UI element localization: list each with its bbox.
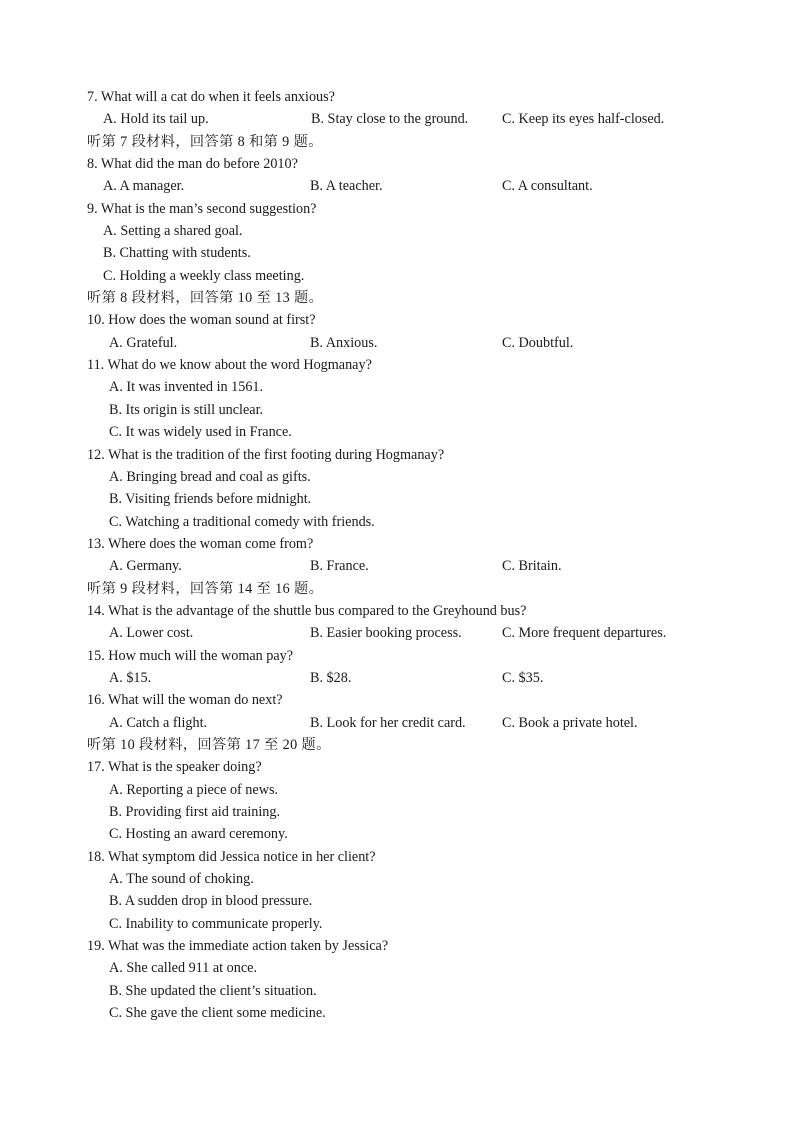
answer-option: A. Setting a shared goal. (103, 223, 243, 240)
answer-option-c: C. Book a private hotel. (502, 714, 638, 731)
answer-option-a: A. Germany. (109, 558, 182, 575)
answer-option-b: B. $28. (310, 669, 352, 686)
answer-options-row (0, 175, 794, 197)
question-text: 12. What is the tradition of the first footing during Hogmanay? (87, 446, 445, 463)
answer-option: C. Hosting an award ceremony. (109, 826, 288, 843)
answer-option-c: C. $35. (502, 669, 544, 686)
answer-option: C. Inability to communicate properly. (109, 915, 323, 932)
answer-option-c: C. A consultant. (502, 178, 593, 195)
answer-option-c: C. More frequent departures. (502, 625, 667, 642)
question-text: 16. What will the woman do next? (87, 692, 283, 709)
section-instruction: 听第 10 段材料，回答第 17 至 20 题。 (87, 736, 331, 753)
answer-option-a: A. Catch a flight. (109, 714, 208, 731)
question-text: 19. What was the immediate action taken by Jessica? (87, 938, 389, 955)
question-text: 15. How much will the woman pay? (87, 647, 294, 664)
answer-option-c: C. Doubtful. (502, 334, 574, 351)
answer-option: A. Reporting a piece of news. (109, 781, 279, 798)
answer-option-b: B. Easier booking process. (310, 625, 462, 642)
answer-option: A. Bringing bread and coal as gifts. (109, 468, 311, 485)
answer-option: B. Visiting friends before midnight. (109, 491, 312, 508)
answer-option-a: A. A manager. (103, 178, 185, 195)
answer-option-b: B. A teacher. (310, 178, 383, 195)
question-text: 8. What did the man do before 2010? (87, 156, 298, 173)
section-instruction: 听第 7 段材料，回答第 8 和第 9 题。 (87, 133, 323, 150)
answer-options-row (0, 555, 794, 577)
answer-option-b: B. Anxious. (310, 334, 378, 351)
question-text: 7. What will a cat do when it feels anxious? (87, 89, 335, 105)
answer-option: B. She updated the client’s situation. (109, 982, 317, 999)
answer-options-row (0, 332, 794, 354)
answer-option: C. She gave the client some medicine. (109, 1005, 326, 1022)
answer-option: B. Chatting with students. (103, 245, 251, 262)
answer-option: A. It was invented in 1561. (109, 379, 264, 396)
answer-option-b: B. France. (310, 558, 369, 575)
answer-option-b: B. Look for her credit card. (310, 714, 466, 731)
question-text: 9. What is the man’s second suggestion? (87, 200, 317, 217)
answer-options-row (0, 667, 794, 689)
question-text: 11. What do we know about the word Hogmanay? (87, 357, 372, 374)
answer-option-a: A. $15. (109, 669, 152, 686)
section-instruction: 听第 9 段材料，回答第 14 至 16 题。 (87, 580, 324, 597)
answer-option-a: A. Hold its tail up. (103, 111, 209, 128)
answer-option: B. Its origin is still unclear. (109, 401, 264, 418)
answer-option: C. Holding a weekly class meeting. (103, 267, 305, 284)
question-text: 18. What symptom did Jessica notice in her client? (87, 848, 376, 865)
question-text: 17. What is the speaker doing? (87, 759, 262, 776)
answer-option-a: A. Lower cost. (109, 625, 194, 642)
answer-options-row (0, 622, 794, 644)
answer-options-row (0, 712, 794, 734)
answer-option: C. It was widely used in France. (109, 424, 292, 441)
answer-option-c: C. Britain. (502, 558, 562, 575)
answer-option: B. Providing first aid training. (109, 804, 281, 820)
question-text: 10. How does the woman sound at first? (87, 312, 316, 329)
answer-options-row (0, 108, 794, 130)
answer-option: B. A sudden drop in blood pressure. (109, 893, 313, 910)
question-text: 13. Where does the woman come from? (87, 535, 314, 552)
section-instruction: 听第 8 段材料，回答第 10 至 13 题。 (87, 290, 324, 307)
exam-page (0, 86, 794, 1024)
answer-option: C. Watching a traditional comedy with friends. (109, 513, 375, 530)
answer-option: A. She called 911 at once. (109, 960, 257, 977)
question-text: 14. What is the advantage of the shuttle bus compared to the Greyhound bus? (87, 602, 527, 619)
answer-option-a: A. Grateful. (109, 334, 178, 351)
answer-option-b: B. Stay close to the ground. (311, 111, 469, 128)
answer-option: A. The sound of choking. (109, 871, 254, 888)
answer-option-c: C. Keep its eyes half-closed. (502, 111, 665, 128)
